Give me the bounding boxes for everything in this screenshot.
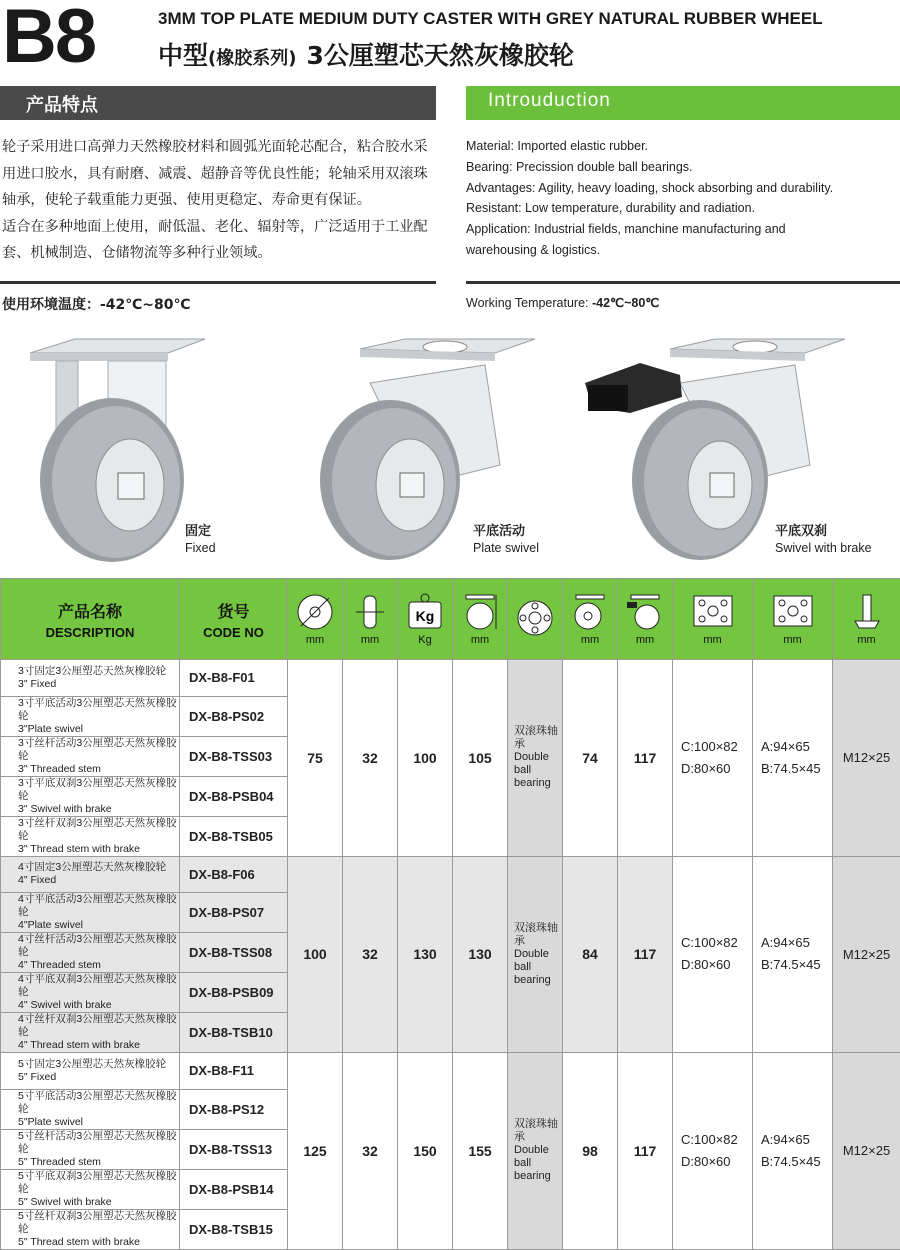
swivel-offset-icon bbox=[570, 592, 610, 632]
height-cell: 155 bbox=[453, 1053, 508, 1250]
features-heading-bar bbox=[0, 86, 436, 120]
offset-cell: 74 bbox=[563, 660, 618, 857]
header-description: 产品名称 DESCRIPTION bbox=[1, 579, 180, 660]
description-cell: 3寸丝杆活动3公厘塑芯天然灰橡胶轮 3" Threaded stem bbox=[1, 736, 180, 776]
description-cell: 3寸丝杆双刹3公厘塑芯天然灰橡胶轮 3" Thread stem with brake bbox=[1, 816, 180, 856]
code-cell: DX-B8-F06 bbox=[180, 856, 288, 893]
header-load: Kg Kg bbox=[398, 579, 453, 660]
header-offset: mm bbox=[563, 579, 618, 660]
intro-line: Advantages: Agility, heavy loading, shock absorbing and durability. bbox=[466, 178, 896, 199]
brake-height-cell: 117 bbox=[618, 856, 673, 1053]
wheel-diameter-icon bbox=[295, 592, 335, 632]
header-brake: mm bbox=[618, 579, 673, 660]
caster-height-icon bbox=[460, 592, 500, 632]
description-cell: 4寸平底活动3公厘塑芯天然灰橡胶轮 4"Plate swivel bbox=[1, 893, 180, 933]
header-height: mm bbox=[453, 579, 508, 660]
features-paragraph: 轮子采用进口高弹力天然橡胶材料和圆弧光面轮芯配合，粘合胶水采用进口胶水，具有耐磨、减震、超静音等优良性能；轮轴采用双滚珠轴承，使轮子载重能力更强、使用更稳定、寿命更有保证。 bbox=[2, 134, 436, 214]
title-chinese bbox=[158, 36, 574, 72]
description-cell: 5寸丝杆双刹3公厘塑芯天然灰橡胶轮 5" Thread stem with brake bbox=[1, 1209, 180, 1249]
caption-plate-swivel: 平底活动 Plate swivel bbox=[473, 520, 539, 555]
wheel-width-icon bbox=[350, 592, 390, 632]
code-cell: DX-B8-F11 bbox=[180, 1053, 288, 1090]
description-cell: 3寸平底活动3公厘塑芯天然灰橡胶轮 3"Plate swivel bbox=[1, 696, 180, 736]
header-stem: mm bbox=[833, 579, 900, 660]
stem-cell: M12×25 bbox=[833, 660, 900, 857]
code-cell: DX-B8-TSS13 bbox=[180, 1129, 288, 1169]
code-cell: DX-B8-PS12 bbox=[180, 1089, 288, 1129]
spec-table bbox=[0, 578, 900, 1250]
title-cn-main: 中型 bbox=[158, 41, 208, 70]
plate-ab-cell: A:94×65 B:74.5×45 bbox=[753, 660, 833, 857]
table-header-row bbox=[1, 579, 900, 660]
title-cn-paren: (橡胶系列) bbox=[208, 48, 296, 69]
plate-cd-cell: C:100×82 D:80×60 bbox=[673, 660, 753, 857]
intro-line: warehousing & logistics. bbox=[466, 240, 896, 261]
description-cell: 5寸固定3公厘塑芯天然灰橡胶轮 5" Fixed bbox=[1, 1053, 180, 1090]
features-paragraph: 适合在多种地面上使用，耐低温、老化、辐射等，广泛适用于工业配套、机械制造、仓储物流等多种行业领域。 bbox=[2, 214, 436, 267]
bearing-cell: 双滚珠轴承 Double ball bearing bbox=[508, 1053, 563, 1250]
svg-text:Kg: Kg bbox=[416, 608, 435, 624]
introduction-heading-bar bbox=[466, 86, 900, 120]
width-cell: 32 bbox=[343, 1053, 398, 1250]
height-cell: 105 bbox=[453, 660, 508, 857]
table-row bbox=[1, 660, 900, 697]
divider bbox=[466, 281, 900, 284]
divider bbox=[0, 281, 436, 284]
width-cell: 32 bbox=[343, 660, 398, 857]
description-cell: 4寸丝杆活动3公厘塑芯天然灰橡胶轮 4" Threaded stem bbox=[1, 933, 180, 973]
brake-height-cell: 117 bbox=[618, 660, 673, 857]
code-cell: DX-B8-TSS03 bbox=[180, 736, 288, 776]
introduction-text bbox=[466, 136, 896, 261]
top-plate-cd-icon bbox=[690, 592, 736, 632]
introduction-heading: Introuduction bbox=[488, 90, 611, 112]
series-label: B8 bbox=[2, 2, 152, 72]
code-cell: DX-B8-TSB05 bbox=[180, 816, 288, 856]
offset-cell: 84 bbox=[563, 856, 618, 1053]
code-cell: DX-B8-PSB09 bbox=[180, 973, 288, 1013]
diameter-cell: 100 bbox=[288, 856, 343, 1053]
load-cell: 130 bbox=[398, 856, 453, 1053]
table-row bbox=[1, 1053, 900, 1090]
table-row bbox=[1, 856, 900, 893]
diameter-cell: 125 bbox=[288, 1053, 343, 1250]
plate-ab-cell: A:94×65 B:74.5×45 bbox=[753, 1053, 833, 1250]
load-cell: 100 bbox=[398, 660, 453, 857]
brake-icon bbox=[625, 592, 665, 632]
header-bearing bbox=[508, 579, 563, 660]
intro-line: Resistant: Low temperature, durability and radiation. bbox=[466, 198, 896, 219]
intro-line: Bearing: Precission double ball bearings. bbox=[466, 157, 896, 178]
description-cell: 4寸丝杆双刹3公厘塑芯天然灰橡胶轮 4" Thread stem with brake bbox=[1, 1013, 180, 1053]
description-cell: 3寸平底双刹3公厘塑芯天然灰橡胶轮 3" Swivel with brake bbox=[1, 776, 180, 816]
plate-cd-cell: C:100×82 D:80×60 bbox=[673, 1053, 753, 1250]
description-cell: 3寸固定3公厘塑芯天然灰橡胶轮 3" Fixed bbox=[1, 660, 180, 697]
diameter-cell: 75 bbox=[288, 660, 343, 857]
height-cell: 130 bbox=[453, 856, 508, 1053]
description-cell: 5寸丝杆活动3公厘塑芯天然灰橡胶轮 5" Threaded stem bbox=[1, 1129, 180, 1169]
code-cell: DX-B8-TSB15 bbox=[180, 1209, 288, 1249]
code-cell: DX-B8-F01 bbox=[180, 660, 288, 697]
bearing-cell: 双滚珠轴承 Double ball bearing bbox=[508, 660, 563, 857]
bearing-icon bbox=[515, 598, 555, 638]
intro-line: Application: Industrial fields, manchine manufacturing and bbox=[466, 219, 896, 240]
stem-cell: M12×25 bbox=[833, 856, 900, 1053]
title-cn-rest: 3公厘塑芯天然灰橡胶轮 bbox=[306, 41, 573, 70]
description-cell: 5寸平底双刹3公厘塑芯天然灰橡胶轮 5" Swivel with brake bbox=[1, 1169, 180, 1209]
code-cell: DX-B8-PS07 bbox=[180, 893, 288, 933]
header-width: mm bbox=[343, 579, 398, 660]
features-heading: 产品特点 bbox=[26, 91, 98, 117]
code-cell: DX-B8-PS02 bbox=[180, 696, 288, 736]
threaded-stem-icon bbox=[847, 592, 887, 632]
header-plate-cd: mm bbox=[673, 579, 753, 660]
header-code: 货号 CODE NO bbox=[180, 579, 288, 660]
stem-cell: M12×25 bbox=[833, 1053, 900, 1250]
code-cell: DX-B8-TSB10 bbox=[180, 1013, 288, 1053]
brake-height-cell: 117 bbox=[618, 1053, 673, 1250]
caption-swivel-brake: 平底双刹 Swivel with brake bbox=[775, 520, 872, 555]
code-cell: DX-B8-TSS08 bbox=[180, 933, 288, 973]
temperature-cn: 使用环境温度：-42℃~80℃ bbox=[2, 294, 190, 314]
top-plate-ab-icon bbox=[770, 592, 816, 632]
code-cell: DX-B8-PSB04 bbox=[180, 776, 288, 816]
code-cell: DX-B8-PSB14 bbox=[180, 1169, 288, 1209]
description-cell: 5寸平底活动3公厘塑芯天然灰橡胶轮 5"Plate swivel bbox=[1, 1089, 180, 1129]
intro-line: Material: Imported elastic rubber. bbox=[466, 136, 896, 157]
header-diameter: mm bbox=[288, 579, 343, 660]
offset-cell: 98 bbox=[563, 1053, 618, 1250]
load-weight-icon bbox=[405, 592, 445, 632]
temperature-en: Working Temperature: -42℃~80℃ bbox=[466, 295, 659, 310]
description-cell: 4寸固定3公厘塑芯天然灰橡胶轮 4" Fixed bbox=[1, 856, 180, 893]
plate-ab-cell: A:94×65 B:74.5×45 bbox=[753, 856, 833, 1053]
header-plate-ab: mm bbox=[753, 579, 833, 660]
plate-cd-cell: C:100×82 D:80×60 bbox=[673, 856, 753, 1053]
load-cell: 150 bbox=[398, 1053, 453, 1250]
caption-fixed: 固定 Fixed bbox=[185, 520, 216, 555]
bearing-cell: 双滚珠轴承 Double ball bearing bbox=[508, 856, 563, 1053]
features-text bbox=[2, 134, 436, 267]
title-english: 3MM TOP PLATE MEDIUM DUTY CASTER WITH GREY NATURAL RUBBER WHEEL bbox=[158, 9, 823, 29]
description-cell: 4寸平底双刹3公厘塑芯天然灰橡胶轮 4" Swivel with brake bbox=[1, 973, 180, 1013]
width-cell: 32 bbox=[343, 856, 398, 1053]
